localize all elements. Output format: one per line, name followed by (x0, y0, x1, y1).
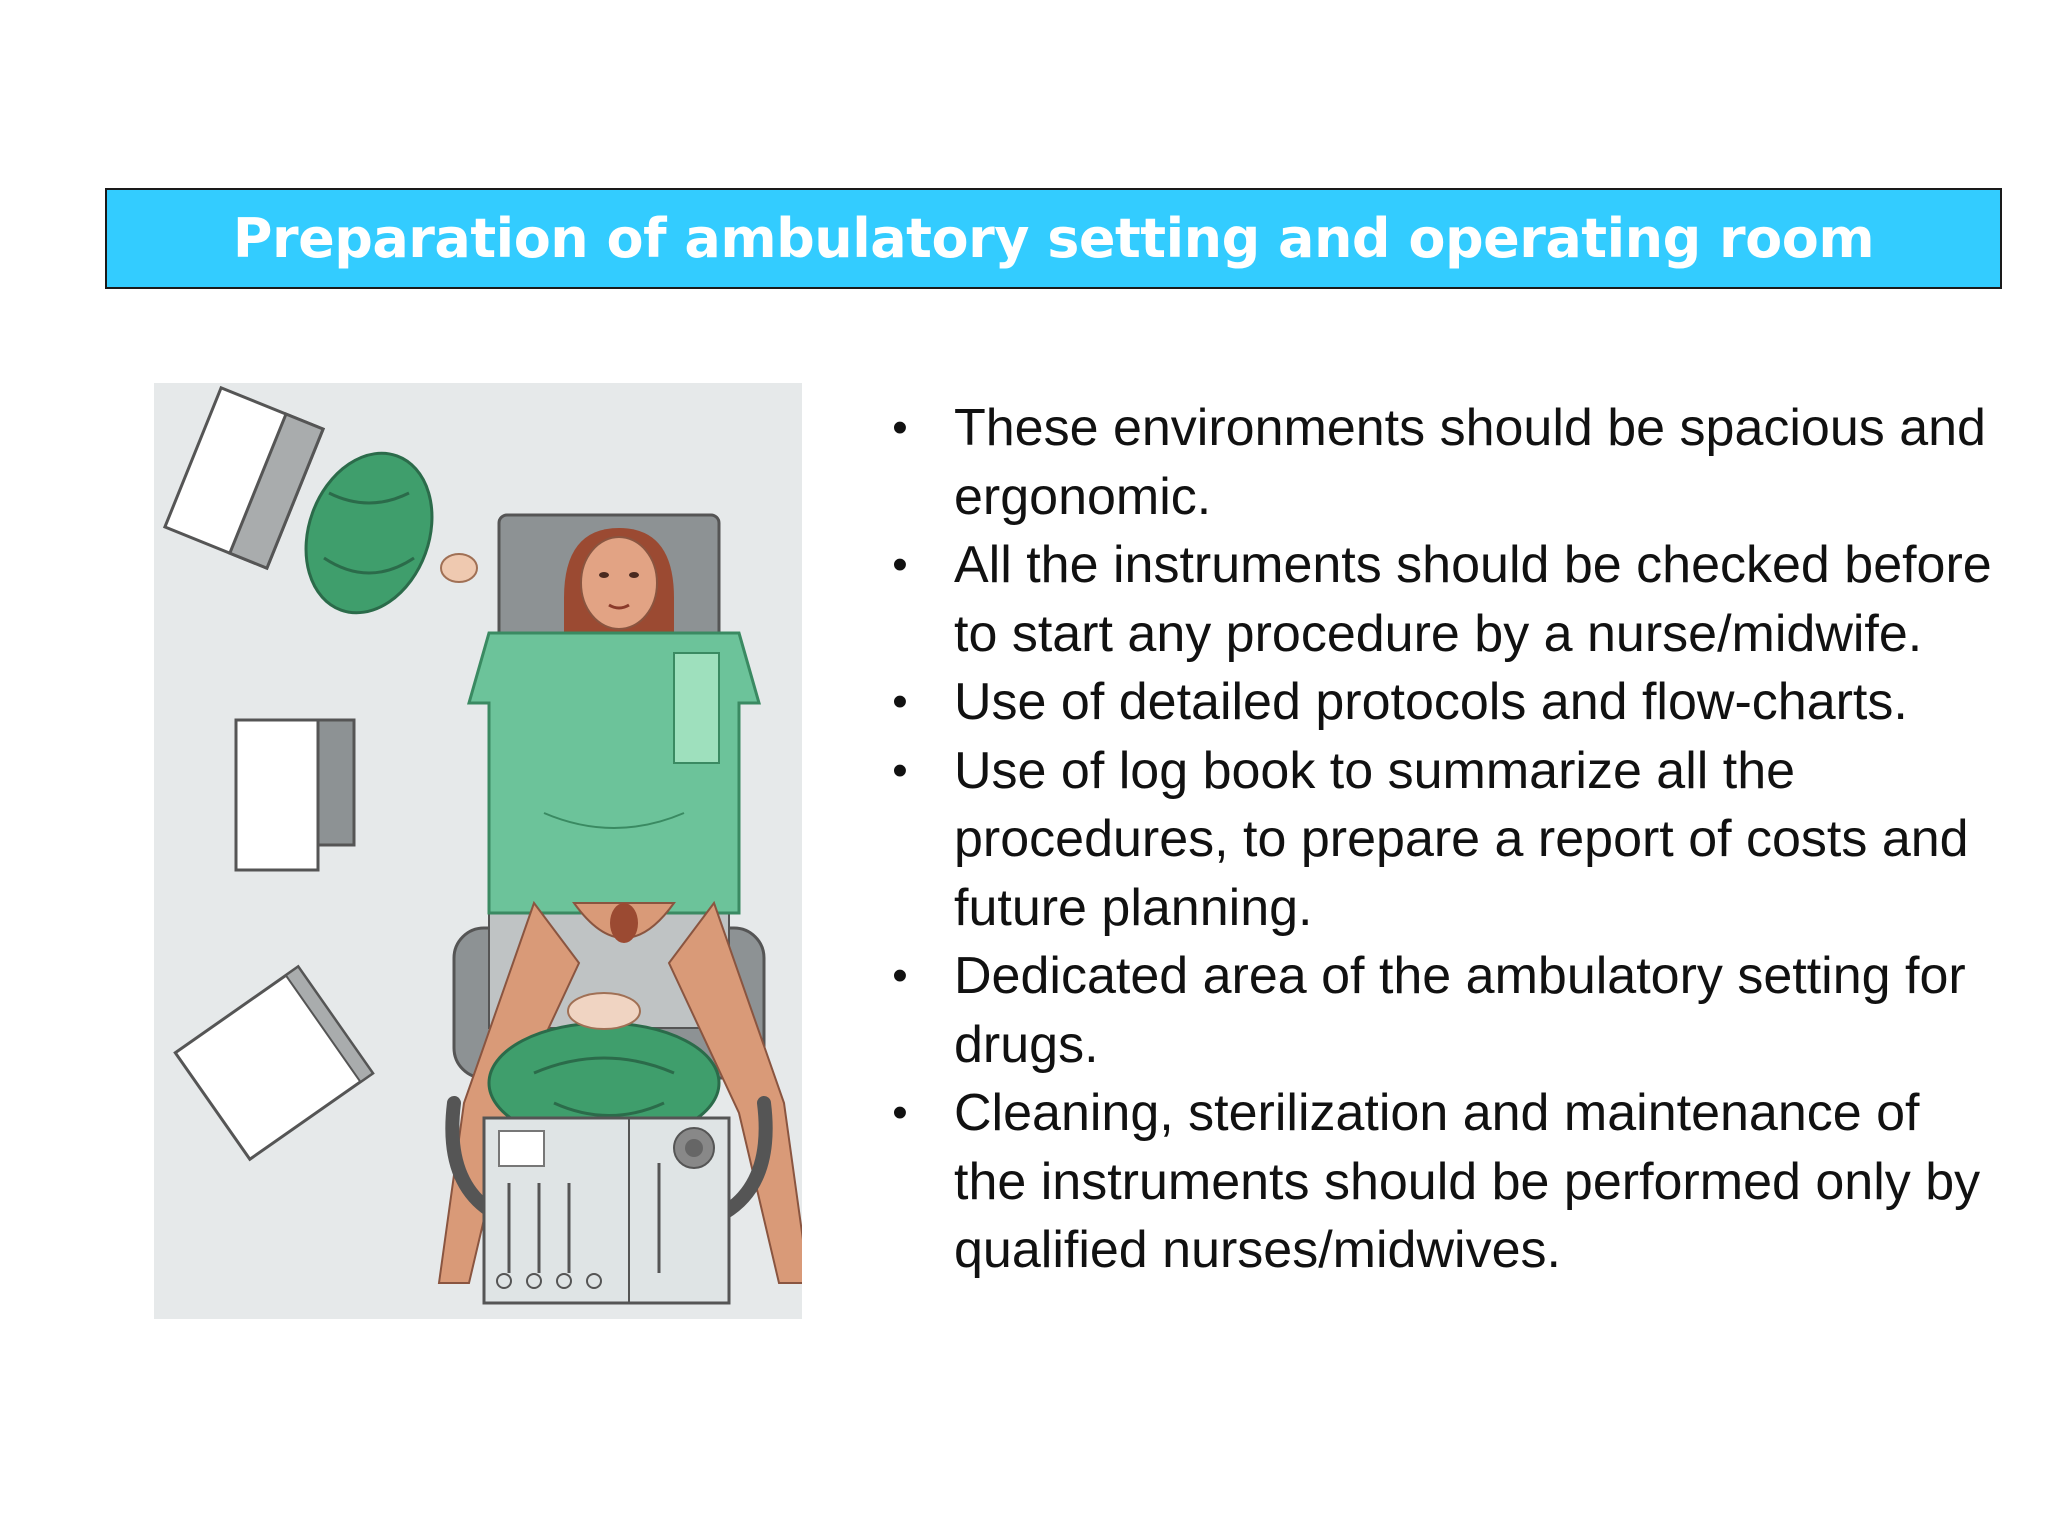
bullet-dot: • (892, 540, 908, 589)
bullet-dot: • (892, 403, 908, 452)
side-table-middle (236, 720, 354, 870)
patient-drape (469, 633, 759, 913)
bullet-text: Cleaning, sterilization and maintenance of the instruments should be performed only by qualified nurses/midwives. (954, 1084, 1981, 1279)
side-table-bottom (175, 967, 372, 1160)
title-bar (105, 188, 2002, 289)
slide-title: Preparation of ambulatory setting and operating room (232, 207, 1875, 270)
bullet-dot: • (892, 951, 908, 1000)
patient-head (564, 528, 674, 643)
bullet-list (880, 394, 2000, 1285)
bullet-item (880, 394, 2000, 531)
bullet-item (880, 942, 2000, 1079)
bullet-item (880, 1079, 2000, 1285)
operating-room-illustration (154, 383, 802, 1319)
instrument-tray (484, 1118, 729, 1303)
bullet-dot: • (892, 1088, 908, 1137)
bullet-item (880, 668, 2000, 737)
bullet-item (880, 737, 2000, 943)
bullet-text: Use of detailed protocols and flow-charts. (954, 673, 1908, 731)
bullet-dot: • (892, 677, 908, 726)
bullet-text: Dedicated area of the ambulatory setting for drugs. (954, 947, 1966, 1074)
bullet-dot: • (892, 745, 908, 795)
bullet-text: Use of log book to summarize all the procedures, to prepare a report of costs and future planning. (954, 741, 1969, 937)
assistant-figure (285, 435, 477, 630)
bullet-item (880, 531, 2000, 668)
bullet-text: These environments should be spacious and ergonomic. (954, 399, 1986, 526)
bullet-text: All the instruments should be checked before to start any procedure by a nurse/midwife. (954, 536, 1992, 663)
side-table-top (165, 388, 323, 568)
